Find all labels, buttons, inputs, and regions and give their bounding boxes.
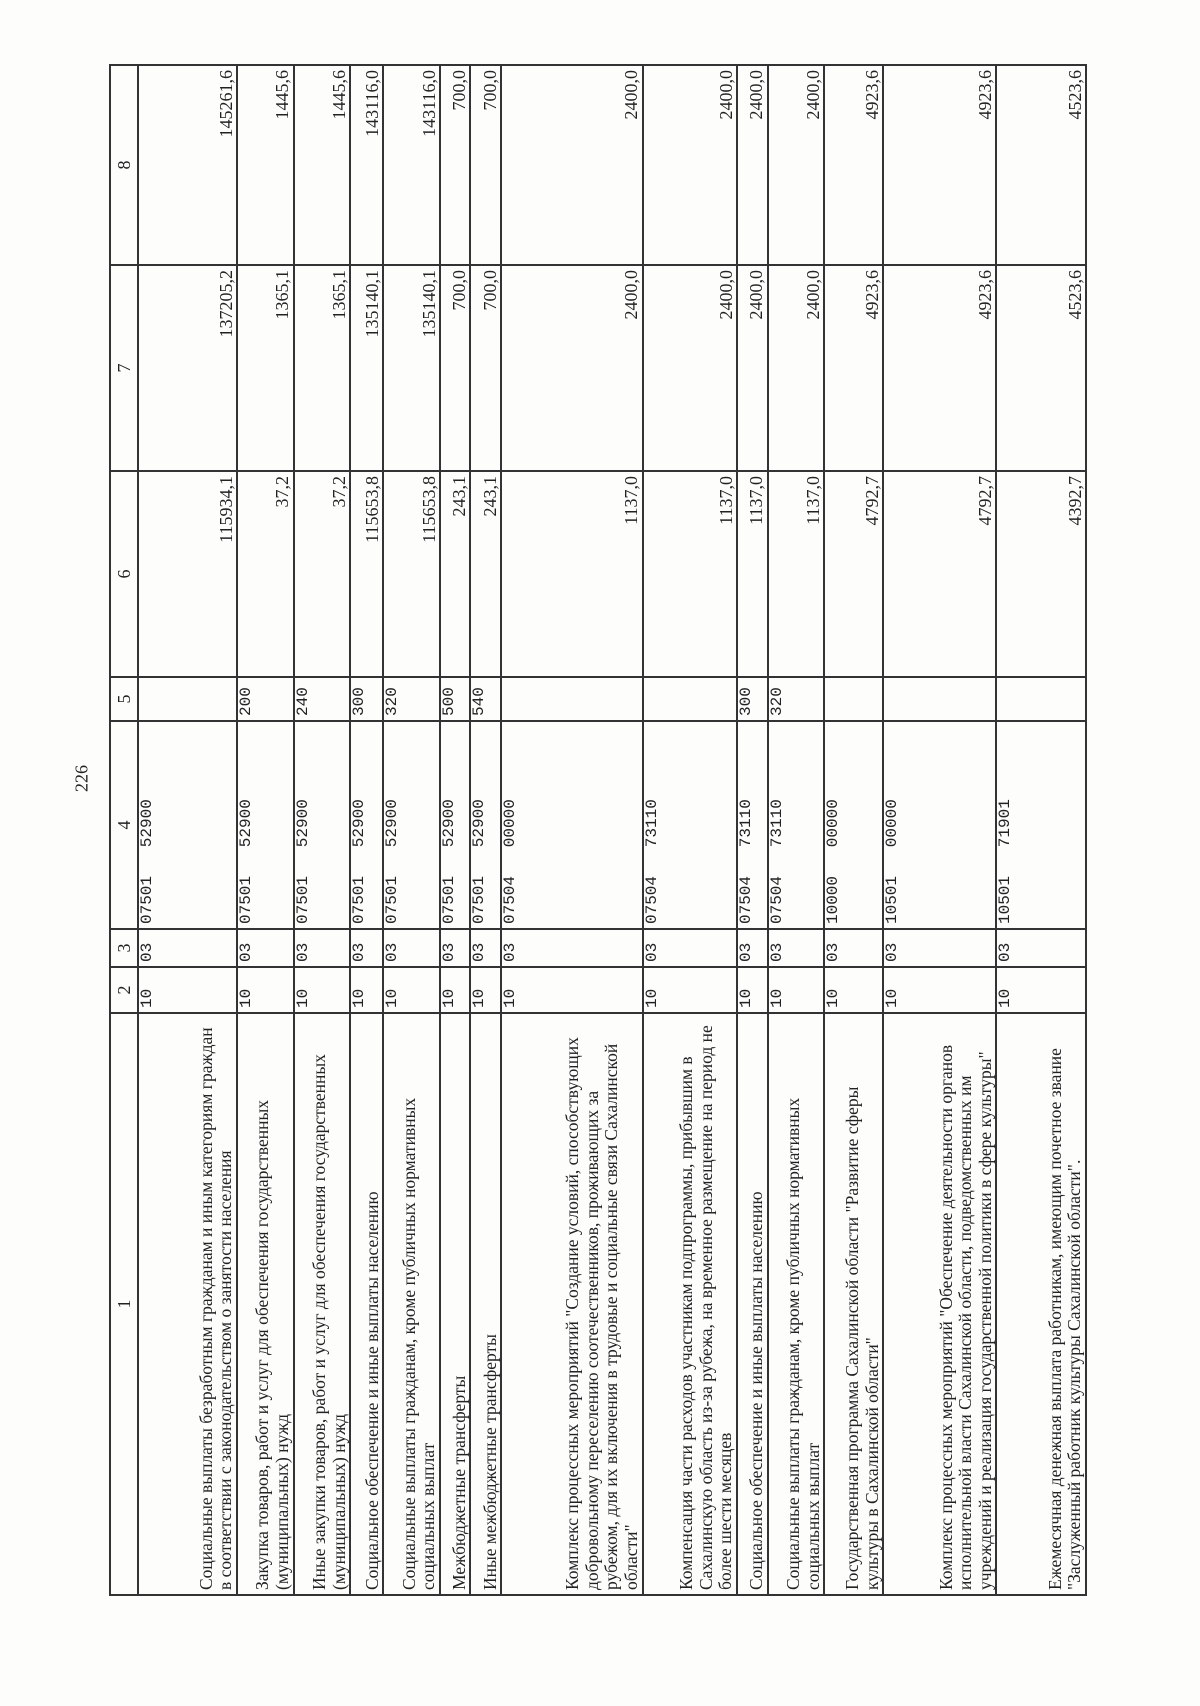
page-number: 226	[71, 765, 92, 792]
expense-type-cell: 300	[350, 677, 383, 721]
target-article-cell: 10501 71901	[996, 721, 1086, 929]
section-code-cell: 10	[470, 967, 501, 1013]
header-cell: 1	[110, 1013, 138, 1595]
target-article-cell: 07501 52900	[470, 721, 501, 929]
table-row	[440, 65, 471, 1595]
subsection-code-cell: 03	[470, 929, 501, 967]
row-name-cell: Иные межбюджетные трансферты	[470, 1013, 501, 1595]
amount-col6-cell: 243,1	[470, 471, 501, 677]
expense-type-cell: 320	[768, 677, 825, 721]
header-cell: 2	[110, 967, 138, 1013]
expense-type-cell: 300	[737, 677, 768, 721]
row-name-cell: Комплекс процессных мероприятий "Обеспечение деятельности органов исполнительной власти Сахалинской области, подведомственных им учреждений и реализация государственной политики в сфере культуры"	[883, 1013, 996, 1595]
amount-col8-cell: 2400,0	[768, 65, 825, 265]
amount-col7-cell: 4523,6	[996, 265, 1086, 471]
amount-col8-cell: 2400,0	[501, 65, 642, 265]
amount-col6-cell: 1137,0	[501, 471, 642, 677]
amount-col8-cell: 4923,6	[883, 65, 996, 265]
amount-col8-cell: 2400,0	[737, 65, 768, 265]
row-name-cell: Ежемесячная денежная выплата работникам, имеющим почетное звание "Заслуженный работник культуры Сахалинской области".	[996, 1013, 1086, 1595]
amount-col6-cell: 1137,0	[737, 471, 768, 677]
amount-col6-cell: 4792,7	[883, 471, 996, 677]
subsection-code-cell: 03	[237, 929, 294, 967]
expense-type-cell: 320	[383, 677, 440, 721]
section-code-cell: 10	[643, 967, 737, 1013]
amount-col6-cell: 4392,7	[996, 471, 1086, 677]
table-row	[643, 65, 737, 1595]
expense-type-cell	[824, 677, 883, 721]
row-name-cell: Социальное обеспечение и иные выплаты населению	[737, 1013, 768, 1595]
subsection-code-cell: 03	[824, 929, 883, 967]
subsection-code-cell: 03	[643, 929, 737, 967]
header-cell: 7	[110, 265, 138, 471]
subsection-code-cell: 03	[996, 929, 1086, 967]
subsection-code-cell: 03	[138, 929, 237, 967]
header-cell: 6	[110, 471, 138, 677]
amount-col8-cell: 700,0	[470, 65, 501, 265]
table-row	[350, 65, 383, 1595]
table-row	[737, 65, 768, 1595]
expense-type-cell: 500	[440, 677, 471, 721]
table-row	[996, 65, 1086, 1595]
amount-col7-cell: 2400,0	[737, 265, 768, 471]
expense-type-cell: 200	[237, 677, 294, 721]
target-article-cell: 07501 52900	[383, 721, 440, 929]
table-row	[294, 65, 351, 1595]
amount-col7-cell: 700,0	[440, 265, 471, 471]
amount-col7-cell: 1365,1	[237, 265, 294, 471]
amount-col7-cell: 700,0	[470, 265, 501, 471]
header-cell: 3	[110, 929, 138, 967]
target-article-cell: 07501 52900	[138, 721, 237, 929]
target-article-cell: 07504 73110	[768, 721, 825, 929]
subsection-code-cell: 03	[383, 929, 440, 967]
table-row	[824, 65, 883, 1595]
amount-col6-cell: 37,2	[294, 471, 351, 677]
expense-type-cell	[883, 677, 996, 721]
amount-col8-cell: 143116,0	[350, 65, 383, 265]
amount-col6-cell: 115653,8	[383, 471, 440, 677]
amount-col7-cell: 1365,1	[294, 265, 351, 471]
amount-col8-cell: 4923,6	[824, 65, 883, 265]
table-row	[883, 65, 996, 1595]
target-article-cell: 07501 52900	[440, 721, 471, 929]
row-name-cell: Государственная программа Сахалинской области "Развитие сферы культуры в Сахалинской области"	[824, 1013, 883, 1595]
row-name-cell: Закупка товаров, работ и услуг для обеспечения государственных (муниципальных) нужд	[237, 1013, 294, 1595]
subsection-code-cell: 03	[294, 929, 351, 967]
section-code-cell: 10	[501, 967, 642, 1013]
target-article-cell: 07504 73110	[643, 721, 737, 929]
amount-col7-cell: 2400,0	[643, 265, 737, 471]
amount-col6-cell: 243,1	[440, 471, 471, 677]
table-row	[768, 65, 825, 1595]
amount-col8-cell: 1445,6	[237, 65, 294, 265]
row-name-cell: Социальные выплаты безработным гражданам и иным категориям граждан в соответствии с законодательством о занятости населения	[138, 1013, 237, 1595]
amount-col8-cell: 1445,6	[294, 65, 351, 265]
row-name-cell: Социальное обеспечение и иные выплаты населению	[350, 1013, 383, 1595]
row-name-cell: Компенсация части расходов участникам подпрограммы, прибывшим в Сахалинскую область из-за рубежа, на временное размещение на период не более шести месяцев	[643, 1013, 737, 1595]
expense-type-cell	[138, 677, 237, 721]
amount-col7-cell: 4923,6	[883, 265, 996, 471]
expense-type-cell	[501, 677, 642, 721]
target-article-cell: 10501 00000	[883, 721, 996, 929]
subsection-code-cell: 03	[737, 929, 768, 967]
subsection-code-cell: 03	[883, 929, 996, 967]
amount-col6-cell: 4792,7	[824, 471, 883, 677]
amount-col7-cell: 2400,0	[501, 265, 642, 471]
row-name-cell: Межбюджетные трансферты	[440, 1013, 471, 1595]
amount-col8-cell: 700,0	[440, 65, 471, 265]
expense-type-cell: 240	[294, 677, 351, 721]
table-row	[470, 65, 501, 1595]
table-row	[501, 65, 642, 1595]
section-code-cell: 10	[737, 967, 768, 1013]
section-code-cell: 10	[768, 967, 825, 1013]
row-name-cell: Иные закупки товаров, работ и услуг для обеспечения государственных (муниципальных) нужд	[294, 1013, 351, 1595]
amount-col8-cell: 2400,0	[643, 65, 737, 265]
section-code-cell: 10	[237, 967, 294, 1013]
subsection-code-cell: 03	[768, 929, 825, 967]
target-article-cell: 10000 00000	[824, 721, 883, 929]
section-code-cell: 10	[883, 967, 996, 1013]
amount-col8-cell: 143116,0	[383, 65, 440, 265]
amount-col8-cell: 145261,6	[138, 65, 237, 265]
amount-col6-cell: 1137,0	[643, 471, 737, 677]
rotated-table-container	[109, 66, 1087, 1596]
table-row	[237, 65, 294, 1595]
section-code-cell: 10	[294, 967, 351, 1013]
section-code-cell: 10	[350, 967, 383, 1013]
section-code-cell: 10	[824, 967, 883, 1013]
target-article-cell: 07501 52900	[237, 721, 294, 929]
expense-type-cell: 540	[470, 677, 501, 721]
header-cell: 4	[110, 721, 138, 929]
amount-col6-cell: 115653,8	[350, 471, 383, 677]
header-cell: 8	[110, 65, 138, 265]
amount-col7-cell: 4923,6	[824, 265, 883, 471]
table-row	[138, 65, 237, 1595]
section-code-cell: 10	[440, 967, 471, 1013]
section-code-cell: 10	[383, 967, 440, 1013]
amount-col6-cell: 1137,0	[768, 471, 825, 677]
header-cell: 5	[110, 677, 138, 721]
amount-col7-cell: 135140,1	[350, 265, 383, 471]
subsection-code-cell: 03	[440, 929, 471, 967]
header-row	[110, 65, 138, 1595]
row-name-cell: Социальные выплаты гражданам, кроме публичных нормативных социальных выплат	[768, 1013, 825, 1595]
row-name-cell: Социальные выплаты гражданам, кроме публичных нормативных социальных выплат	[383, 1013, 440, 1595]
table-row	[383, 65, 440, 1595]
amount-col7-cell: 2400,0	[768, 265, 825, 471]
amount-col6-cell: 115934,1	[138, 471, 237, 677]
section-code-cell: 10	[996, 967, 1086, 1013]
target-article-cell: 07504 73110	[737, 721, 768, 929]
amount-col7-cell: 137205,2	[138, 265, 237, 471]
amount-col6-cell: 37,2	[237, 471, 294, 677]
target-article-cell: 07501 52900	[294, 721, 351, 929]
subsection-code-cell: 03	[350, 929, 383, 967]
expense-type-cell	[996, 677, 1086, 721]
target-article-cell: 07504 00000	[501, 721, 642, 929]
amount-col7-cell: 135140,1	[383, 265, 440, 471]
row-name-cell: Комплекс процессных мероприятий "Создание условий, способствующих добровольному переселению соотечественников, проживающих за рубежом, для их включения в трудовые и социальные связи Сахалинской области"	[501, 1013, 642, 1595]
budget-table	[109, 64, 1087, 1596]
amount-col8-cell: 4523,6	[996, 65, 1086, 265]
section-code-cell: 10	[138, 967, 237, 1013]
expense-type-cell	[643, 677, 737, 721]
subsection-code-cell: 03	[501, 929, 642, 967]
target-article-cell: 07501 52900	[350, 721, 383, 929]
